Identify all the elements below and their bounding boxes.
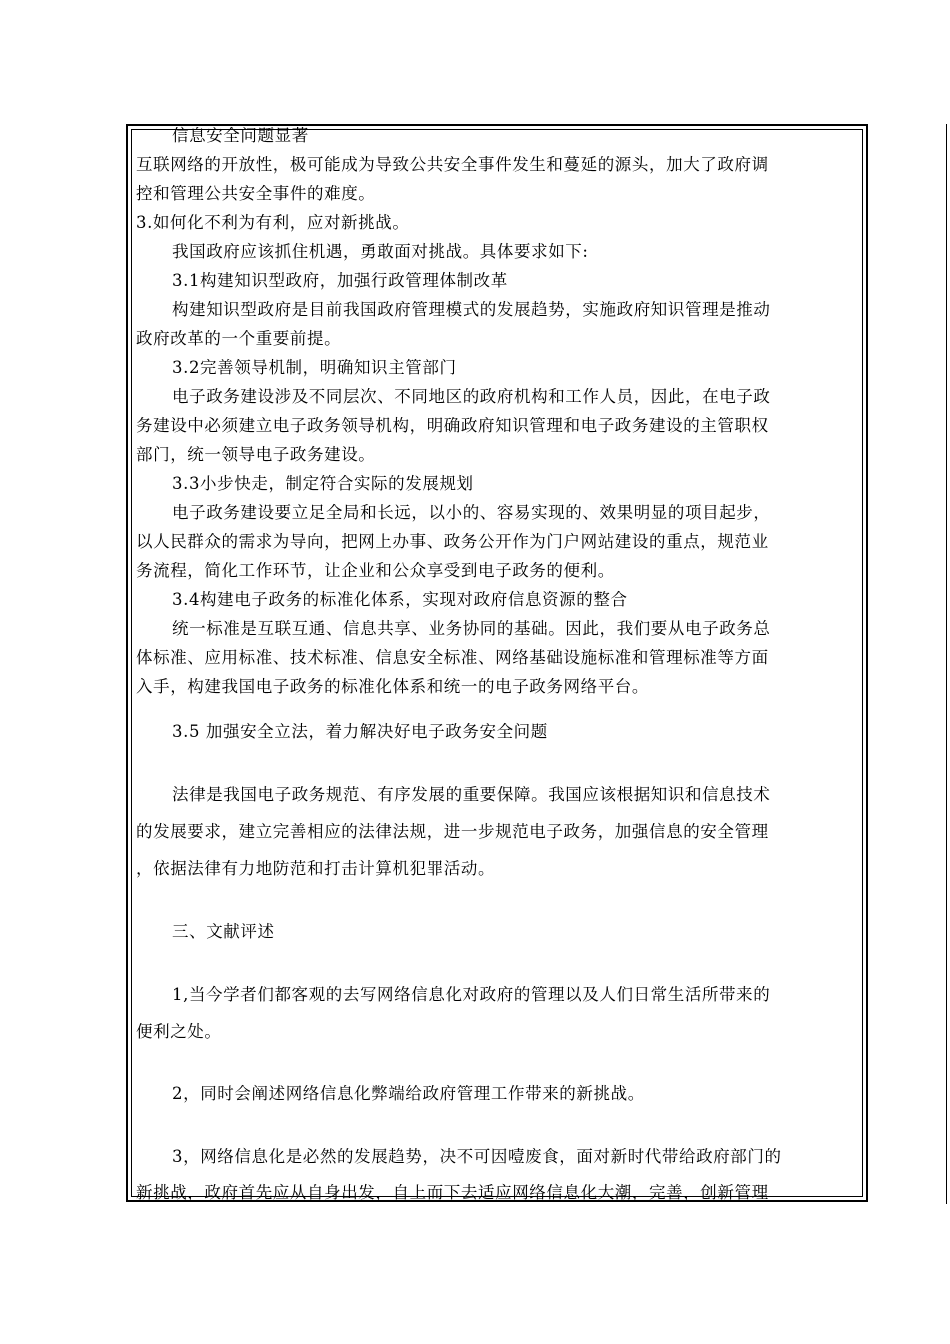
text-line: 3，网络信息化是必然的发展趋势，决不可因噎废食，面对新时代带给政府部门的 <box>172 1147 782 1166</box>
text-line: 电子政务建设要立足全局和长远，以小的、容易实现的、效果明显的项目起步， <box>172 503 771 522</box>
text-line: 法律是我国电子政务规范、有序发展的重要保障。我国应该根据知识和信息技术 <box>172 785 771 804</box>
text-line: 新挑战，政府首先应从自身出发，自上而下去适应网络信息化大潮，完善，创新管理 <box>136 1183 769 1202</box>
text-line: 以人民群众的需求为导向，把网上办事、政务公开作为门户网站建设的重点，规范业 <box>136 532 769 551</box>
text-line: 3.5 加强安全立法，着力解决好电子政务安全问题 <box>172 722 548 741</box>
text-line: 政府改革的一个重要前提。 <box>136 329 342 348</box>
text-line: 控和管理公共安全事件的难度。 <box>136 184 376 203</box>
text-line: 的发展要求，建立完善相应的法律法规，进一步规范电子政务，加强信息的安全管理 <box>136 822 769 841</box>
text-line: 便利之处。 <box>136 1022 222 1041</box>
text-line: 1,当今学者们都客观的去写网络信息化对政府的管理以及人们日常生活所带来的 <box>172 985 771 1004</box>
text-line: 统一标准是互联互通、信息共享、业务协同的基础。因此，我们要从电子政务总 <box>172 619 771 638</box>
text-line: 体标准、应用标准、技术标准、信息安全标准、网络基础设施标准和管理标准等方面 <box>136 648 769 667</box>
text-line: 2，同时会阐述网络信息化弊端给政府管理工作带来的新挑战。 <box>172 1084 645 1103</box>
text-line: 构建知识型政府是目前我国政府管理模式的发展趋势，实施政府知识管理是推动 <box>172 300 771 319</box>
text-line: 务建设中必须建立电子政务领导机构，明确政府知识管理和电子政务建设的主管职权 <box>136 416 769 435</box>
text-line: 入手，构建我国电子政务的标准化体系和统一的电子政务网络平台。 <box>136 677 649 696</box>
text-line: ，依据法律有力地防范和打击计算机犯罪活动。 <box>136 859 496 878</box>
text-line: 信息安全问题显著 <box>172 126 309 145</box>
text-line: 部门，统一领导电子政务建设。 <box>136 445 376 464</box>
text-line: 3.4构建电子政务的标准化体系，实现对政府信息资源的整合 <box>172 590 628 609</box>
text-line: 3.1构建知识型政府，加强行政管理体制改革 <box>172 271 508 290</box>
text-line: 3.如何化不利为有利，应对新挑战。 <box>136 213 410 232</box>
page-edge-line <box>946 124 947 1204</box>
section-heading: 三、文献评述 <box>172 922 275 941</box>
text-line: 务流程，简化工作环节，让企业和公众享受到电子政务的便利。 <box>136 561 615 580</box>
text-line: 3.2完善领导机制，明确知识主管部门 <box>172 358 457 377</box>
text-line: 我国政府应该抓住机遇，勇敢面对挑战。具体要求如下: <box>172 242 589 261</box>
text-line: 互联网络的开放性，极可能成为导致公共安全事件发生和蔓延的源头，加大了政府调 <box>136 155 769 174</box>
text-line: 3.3小步快走，制定符合实际的发展规划 <box>172 474 474 493</box>
text-line: 电子政务建设涉及不同层次、不同地区的政府机构和工作人员，因此，在电子政 <box>172 387 771 406</box>
